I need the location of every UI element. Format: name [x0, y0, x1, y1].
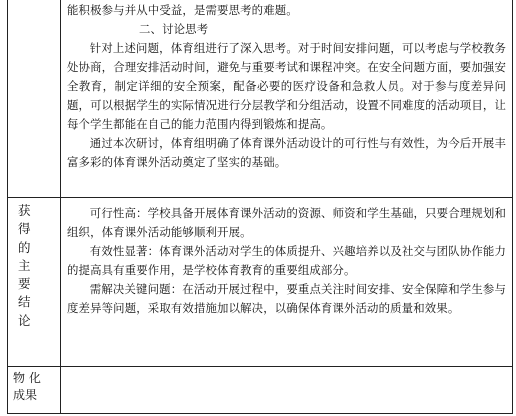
discussion-content-cell [61, 0, 513, 198]
discussion-row [8, 0, 513, 198]
conclusions-row [8, 198, 513, 367]
outcomes-label-line1: 物 化 [13, 371, 41, 385]
conclusions-content-cell [61, 198, 513, 367]
section-heading: 二、讨论思考 [139, 22, 209, 36]
continued-text: 能积极参与并从中受益，是需要思考的难题。 [67, 3, 298, 17]
feasibility-paragraph: 可行性高：学校具备开展体育课外活动的资源、师资和学生基础，只要合理规划和组织，体育课外活动能够顺利开展。 [67, 206, 506, 239]
conclusions-label-cell [8, 198, 61, 367]
key-issues-paragraph: 需解决关键问题：在活动开展过程中，要重点关注时间安排、安全保障和学生参与度差异等问题，采取有效措施加以解决，以确保体育课外活动的质量和效果。 [67, 282, 506, 315]
effectiveness-paragraph: 有效性显著：体育课外活动对学生的体质提升、兴趣培养以及社交与团队协作能力的提高具有重要作用，是学校体育教育的重要组成部分。 [67, 244, 506, 277]
report-table [7, 0, 513, 414]
discussion-label-cell [8, 0, 61, 198]
discussion-paragraph: 针对上述问题，体育组进行了深入思考。对于时间安排问题，可以考虑与学校教务处协商，合理安排活动时间，避免与重要考试和课程冲突。在安全问题方面，要加强安全教育，制定详细的安全预案，配备必要的医疗设备和急救人员。对于参与度差异问题，可以根据学生的实际情况进行分层教学和分组活动，设置不同难度的活动项目，让每个学生都能在自己的能力范围内得到锻炼和提高。 [67, 41, 506, 131]
outcomes-content-cell [61, 367, 513, 414]
summary-paragraph: 通过本次研讨，体育组明确了体育课外活动设计的可行性与有效性，为今后开展丰富多彩的体育课外活动奠定了坚实的基础。 [67, 136, 506, 169]
outcomes-label-line2: 成果 [13, 388, 38, 402]
outcomes-label-cell [8, 367, 61, 414]
conclusions-label: 获得的主要结论 [18, 203, 31, 328]
outcomes-row [8, 367, 513, 414]
